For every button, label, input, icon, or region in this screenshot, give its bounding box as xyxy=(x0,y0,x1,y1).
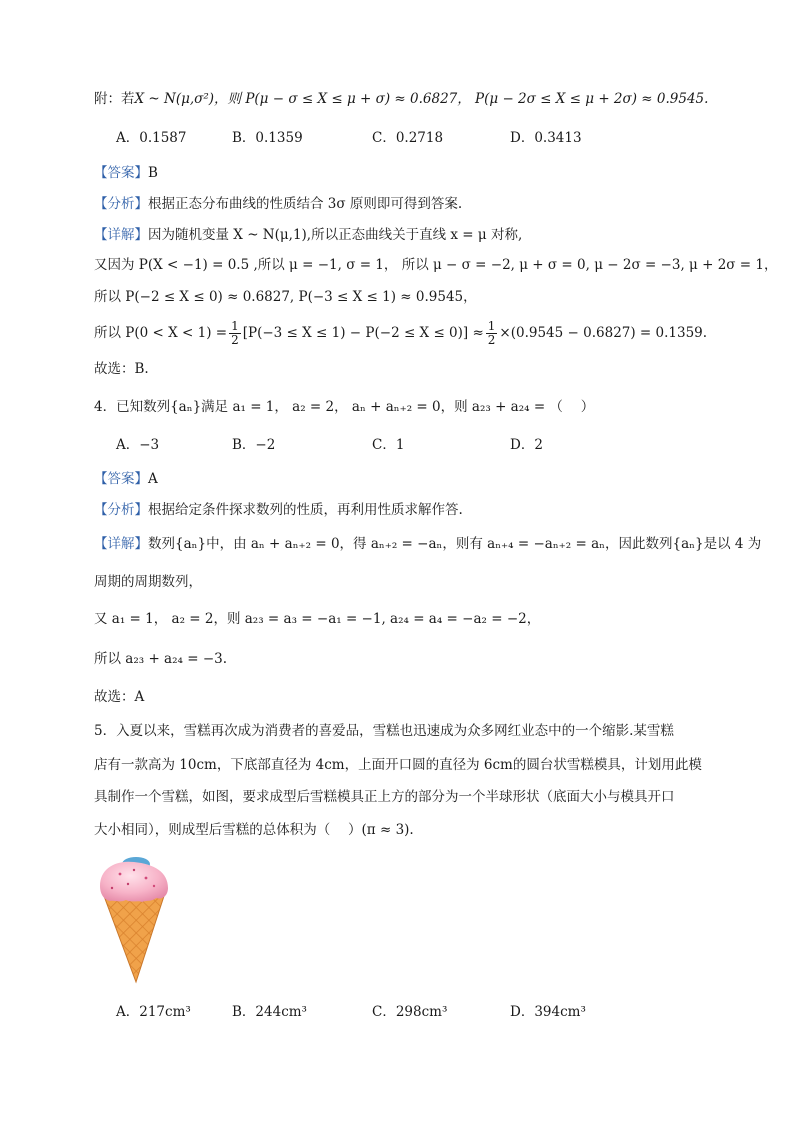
prev-detail-4 xyxy=(94,318,707,348)
prev-answer xyxy=(94,164,158,182)
option-d: D．0.3413 xyxy=(510,130,582,146)
detail-4-mid: [P(−3 ≤ X ≤ 1) − P(−2 ≤ X ≤ 0)] ≈ xyxy=(242,325,484,341)
detail-tag: 【详解】 xyxy=(94,227,148,243)
fraction-half-2: $\frac{1}{2}$ xyxy=(487,319,496,347)
option-a: A．0.1587 xyxy=(116,130,187,146)
prev-detail-3: 所以 P(−2 ≤ X ≤ 0) ≈ 0.6827, P(−3 ≤ X ≤ 1) ≈ 0.9545， xyxy=(94,289,477,305)
q5-stem-1: 5．入夏以来，雪糕再次成为消费者的喜爱品，雪糕也迅速成为众多网红业态中的一个缩影.某雪糕 xyxy=(94,723,674,739)
q4-option-d: D．2 xyxy=(510,437,543,453)
q5-option-d: D．394cm³ xyxy=(510,1004,586,1020)
q5-option-c: C．298cm³ xyxy=(372,1004,448,1020)
answer-tag: 【答案】 xyxy=(94,165,148,181)
q4-option-c: C．1 xyxy=(372,437,405,453)
prev-question-note xyxy=(94,90,708,108)
detail-text: 数列{aₙ}中，由 aₙ + aₙ₊₂ = 0，得 aₙ₊₂ = −aₙ，则有 aₙ₊₄ = −aₙ₊₂ = aₙ，因此数列{aₙ}是以 4 为 xyxy=(148,536,762,552)
answer-value: A xyxy=(148,471,158,487)
detail-tag: 【详解】 xyxy=(94,536,148,552)
q4-detail-4: 所以 a₂₃ + a₂₄ = −3. xyxy=(94,651,228,667)
q4-detail-3: 又 a₁ = 1， a₂ = 2，则 a₂₃ = a₃ = −a₁ = −1, a₂₄ = a₄ = −a₂ = −2， xyxy=(94,611,541,627)
q4-answer xyxy=(94,470,158,488)
q4-analysis xyxy=(94,501,463,519)
prev-detail-1 xyxy=(94,226,522,244)
q4-stem: 4．已知数列{aₙ}满足 a₁ = 1， a₂ = 2， aₙ + aₙ₊₂ = 0，则 a₂₃ + a₂₄ = （ ） xyxy=(94,399,595,415)
note-prefix: 附：若 xyxy=(94,91,135,107)
prev-analysis xyxy=(94,195,462,213)
analysis-tag: 【分析】 xyxy=(94,196,148,212)
prev-choose: 故选：B. xyxy=(94,361,149,377)
q5-stem-4: 大小相同），则成型后雪糕的总体积为（ ）(π ≈ 3). xyxy=(94,822,414,838)
option-c: C．0.2718 xyxy=(372,130,444,146)
q4-option-a: A．−3 xyxy=(116,437,160,453)
option-b: B．0.1359 xyxy=(232,130,303,146)
analysis-tag: 【分析】 xyxy=(94,502,148,518)
analysis-text: 根据正态分布曲线的性质结合 3σ 原则即可得到答案. xyxy=(148,196,463,212)
q5-option-a: A．217cm³ xyxy=(116,1004,191,1020)
prev-detail-2: 又因为 P(X < −1) = 0.5 ,所以 μ = −1, σ = 1， 所以 μ − σ = −2, μ + σ = 0, μ − 2σ = −3, μ + 2σ = 1， xyxy=(94,257,778,273)
note-math: X ~ N(μ,σ²)，则 P(μ − σ ≤ X ≤ μ + σ) ≈ 0.6827， P(μ − 2σ ≤ X ≤ μ + 2σ) ≈ 0.9545. xyxy=(134,91,709,107)
q4-detail-2: 周期的周期数列， xyxy=(94,574,202,590)
analysis-text: 根据给定条件探求数列的性质，再利用性质求解作答. xyxy=(148,502,463,518)
q4-option-b: B．−2 xyxy=(232,437,276,453)
detail-text: 因为随机变量 X ~ N(μ,1),所以正态曲线关于直线 x = μ 对称, xyxy=(148,227,523,243)
q5-stem-3: 具制作一个雪糕，如图，要求成型后雪糕模具正上方的部分为一个半球形状（底面大小与模具开口 xyxy=(94,789,675,805)
detail-4-suffix: ×(0.9545 − 0.6827) = 0.1359. xyxy=(499,325,708,341)
q5-option-b: B．244cm³ xyxy=(232,1004,307,1020)
fraction-half-1: $\frac{1}{2}$ xyxy=(231,319,239,347)
answer-tag: 【答案】 xyxy=(94,471,148,487)
detail-4-prefix: 所以 P(0 < X < 1) = xyxy=(94,325,228,341)
q4-choose: 故选：A xyxy=(94,689,145,705)
q5-stem-2: 店有一款高为 10cm，下底部直径为 4cm，上面开口圆的直径为 6cm的圆台状雪糕模具，计划用此模 xyxy=(94,757,702,773)
answer-value: B xyxy=(148,165,158,181)
ice-cream-cone-image xyxy=(98,856,170,986)
q4-detail-1 xyxy=(94,535,761,553)
